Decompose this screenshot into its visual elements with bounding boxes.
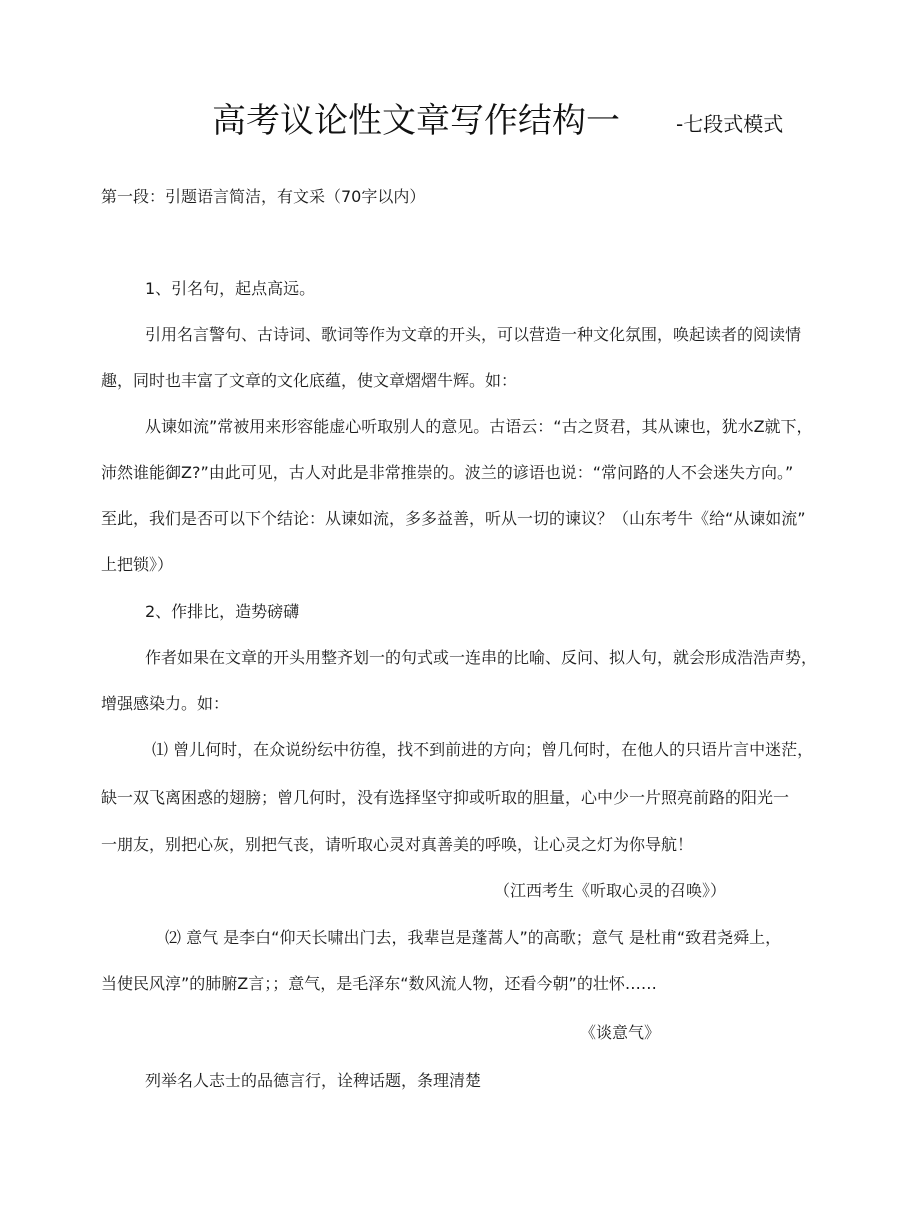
example-line: 上把锁》） bbox=[101, 555, 174, 574]
example-line: 缺一双飞离困惑的翅膀；曾几何时，没有选择坚守抑或听取的胆量，心中少一片照亮前路的阳光一 bbox=[101, 788, 790, 807]
example-source: （江西考生《听取心灵的召唤》） bbox=[494, 881, 727, 900]
item-heading: 1、引名句，起点高远。 bbox=[145, 279, 316, 298]
example-line: 当使民风淳”的肺腑Z言；；意气，是毛泽东“数风流人物，还看今朝”的壮怀…… bbox=[101, 974, 657, 993]
example-line: 至此，我们是否可以下个结论：从谏如流，多多益善，听从一切的谏议？（山东考牛《给“从谏如流” bbox=[101, 509, 806, 528]
document-subtitle: -七段式模式 bbox=[676, 112, 784, 136]
example-line: ⑴ 曾儿何时，在众说纷纭中彷徨，找不到前进的方向；曾几何时，在他人的只语片言中迷茫， bbox=[152, 740, 814, 759]
paragraph-line: 增强感染力。如： bbox=[101, 694, 230, 713]
example-source: 《谈意气》 bbox=[580, 1023, 661, 1042]
paragraph-line: 引用名言警句、古诗词、歌词等作为文章的开头，可以营造一种文化氛围，唤起读者的阅读情 bbox=[145, 325, 802, 344]
paragraph-line: 作者如果在文章的开头用整齐划一的句式或一连串的比喻、反问、拟人句，就会形成浩浩声势， bbox=[145, 648, 818, 667]
paragraph-line: 列举名人志士的品德言行，诠稗话题，条理清楚 bbox=[145, 1071, 482, 1090]
section-heading: 第一段：引题语言简洁，有文采（70字以内） bbox=[101, 187, 426, 206]
example-line: ⑵ 意气 是李白“仰天长啸出门去，我辈岂是蓬蒿人”的高歌；意气 是杜甫“致君尧舜上， bbox=[165, 928, 782, 947]
example-line: 从谏如流”常被用来形容能虚心听取别人的意见。古语云：“古之贤君，其从谏也，犹水Z就下， bbox=[145, 417, 813, 436]
example-line: 一朋友，别把心灰，别把气丧，请听取心灵对真善美的呼唤，让心灵之灯为你导航！ bbox=[101, 835, 694, 854]
example-line: 沛然谁能御Z?”由此可见，古人对此是非常推崇的。波兰的谚语也说：“常问路的人不会迷失方向。” bbox=[101, 463, 794, 482]
item-heading: 2、作排比，造势磅礴 bbox=[145, 602, 300, 621]
paragraph-line: 趣，同时也丰富了文章的文化底蕴，使文章熠熠牛辉。如： bbox=[101, 371, 518, 390]
document-title: 高考议论性文章写作结构一 bbox=[212, 101, 620, 141]
